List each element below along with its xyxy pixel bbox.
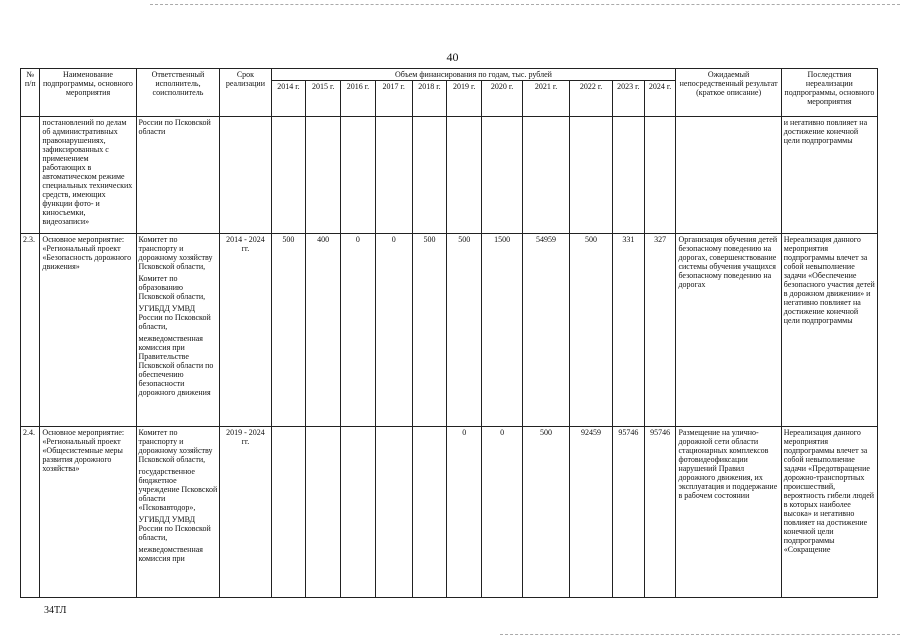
row-result: Организация обучения детей безопасному поведению на дорогах, совершенствование системы обучения учащихся безопасному поведению на дорогах xyxy=(676,234,781,427)
row-value xyxy=(570,117,613,234)
header-year: 2016 г. xyxy=(341,81,376,117)
page-number: 40 xyxy=(446,50,459,64)
header-term: Срок реализации xyxy=(220,69,271,117)
row-name: Основное мероприятие: «Региональный проект «Безопасность дорожного движения» xyxy=(40,234,136,427)
header-year: 2020 г. xyxy=(482,81,523,117)
row-value: 0 xyxy=(341,234,376,427)
header-year: 2023 г. xyxy=(612,81,644,117)
row-value: 0 xyxy=(482,427,523,598)
row-value xyxy=(412,117,447,234)
table-row xyxy=(21,234,878,427)
responsible-entry: государственное бюджетное учреждение Псковской области «Псковавтодор», xyxy=(138,467,218,512)
row-value: 0 xyxy=(447,427,482,598)
row-value: 400 xyxy=(306,234,341,427)
row-num xyxy=(21,117,40,234)
row-value: 500 xyxy=(271,234,306,427)
responsible-entry: межведомственная комиссия при xyxy=(138,545,203,563)
header-year: 2014 г. xyxy=(271,81,306,117)
row-term: 2014 - 2024 гг. xyxy=(220,234,271,427)
header-result: Ожидаемый непосредственный результат (краткое описание) xyxy=(676,69,781,117)
row-value: 54959 xyxy=(523,234,570,427)
row-value: 1500 xyxy=(482,234,523,427)
header-year: 2017 г. xyxy=(375,81,412,117)
table-row xyxy=(21,427,878,598)
row-value: 95746 xyxy=(612,427,644,598)
row-value xyxy=(612,117,644,234)
responsible-entry: России по Псковской области xyxy=(138,118,211,136)
row-value: 500 xyxy=(523,427,570,598)
header-year: 2018 г. xyxy=(412,81,447,117)
header-consequences: Последствия нереализации подпрограммы, основного мероприятия xyxy=(781,69,877,117)
row-term xyxy=(220,117,271,234)
responsible-entry: Комитет по транспорту и дорожному хозяйству Псковской области, xyxy=(138,235,213,271)
header-year: 2021 г. xyxy=(523,81,570,117)
responsible-entry: Комитет по образованию Псковской области, xyxy=(138,274,206,301)
footer-code: 34ТЛ xyxy=(44,605,67,616)
header-responsible: Ответственный исполнитель, соисполнитель xyxy=(136,69,220,117)
responsible-entry: Комитет по транспорту и дорожному хозяйству Псковской области, xyxy=(138,428,213,464)
scan-artifact-top xyxy=(150,4,900,5)
responsible-entry: межведомственная комиссия при Правительстве Псковской области по обеспечению безопасности дорожного движения xyxy=(138,334,214,397)
row-value: 500 xyxy=(412,234,447,427)
funding-table xyxy=(20,68,878,598)
row-responsible xyxy=(136,117,220,234)
row-responsible xyxy=(136,234,220,427)
row-name: Основное мероприятие: «Региональный проект «Общесистемные меры развития дорожного хозяйства» xyxy=(40,427,136,598)
row-value xyxy=(644,117,676,234)
header-funding-group: Объем финансирования по годам, тыс. рублей xyxy=(271,69,676,81)
row-value: 500 xyxy=(447,234,482,427)
header-year: 2019 г. xyxy=(447,81,482,117)
table-row xyxy=(21,117,878,234)
header-year: 2024 г. xyxy=(644,81,676,117)
row-value: 331 xyxy=(612,234,644,427)
row-value: 0 xyxy=(375,234,412,427)
row-value xyxy=(306,117,341,234)
row-value xyxy=(375,427,412,598)
row-result: Размещение на улично-дорожной сети области стационарных комплексов фотовидеофиксации нарушений Правил дорожного движения, их эксплуатация и поддержание в рабочем состоянии xyxy=(676,427,781,598)
header-year: 2015 г. xyxy=(306,81,341,117)
header-num: № п/п xyxy=(21,69,40,117)
scan-artifact-bottom xyxy=(500,634,900,635)
row-value: 92459 xyxy=(570,427,613,598)
row-consequences: и негативно повлияет на достижение конечной цели подпрограммы xyxy=(781,117,877,234)
row-consequences: Нереализация данного мероприятия подпрограммы влечет за собой невыполнение задачи «Обеспечение безопасного участия детей в дорожном движении» и негативно повлияет на достижение конечной цели подпрограммы xyxy=(781,234,877,427)
header-year: 2022 г. xyxy=(570,81,613,117)
row-value xyxy=(375,117,412,234)
row-value: 500 xyxy=(570,234,613,427)
row-consequences: Нереализация данного мероприятия подпрограммы влечет за собой невыполнение задачи «Предотвращение дорожно-транспортных происшествий, вероятность гибели людей в которых наиболее высока» и негативно повлияет на достижение конечной цели подпрограммы «Сокращение xyxy=(781,427,877,598)
row-value: 95746 xyxy=(644,427,676,598)
row-value xyxy=(447,117,482,234)
responsible-entry: УГИБДД УМВД России по Псковской области, xyxy=(138,515,211,542)
row-result xyxy=(676,117,781,234)
row-responsible xyxy=(136,427,220,598)
responsible-entry: УГИБДД УМВД России по Псковской области, xyxy=(138,304,211,331)
row-value: 327 xyxy=(644,234,676,427)
row-value xyxy=(341,427,376,598)
row-value xyxy=(412,427,447,598)
row-value xyxy=(271,427,306,598)
row-num: 2.4. xyxy=(21,427,40,598)
row-value xyxy=(523,117,570,234)
row-value xyxy=(482,117,523,234)
row-value xyxy=(271,117,306,234)
row-term: 2019 - 2024 гг. xyxy=(220,427,271,598)
row-name: постановлений по делам об административных правонарушениях, зафиксированных с применением работающих в автоматическом режиме специальных технических средств, имеющих функции фото- и киносъемки, видеозаписи» xyxy=(40,117,136,234)
row-value xyxy=(341,117,376,234)
row-value xyxy=(306,427,341,598)
row-num: 2.3. xyxy=(21,234,40,427)
header-name: Наименование подпрограммы, основного мероприятия xyxy=(40,69,136,117)
